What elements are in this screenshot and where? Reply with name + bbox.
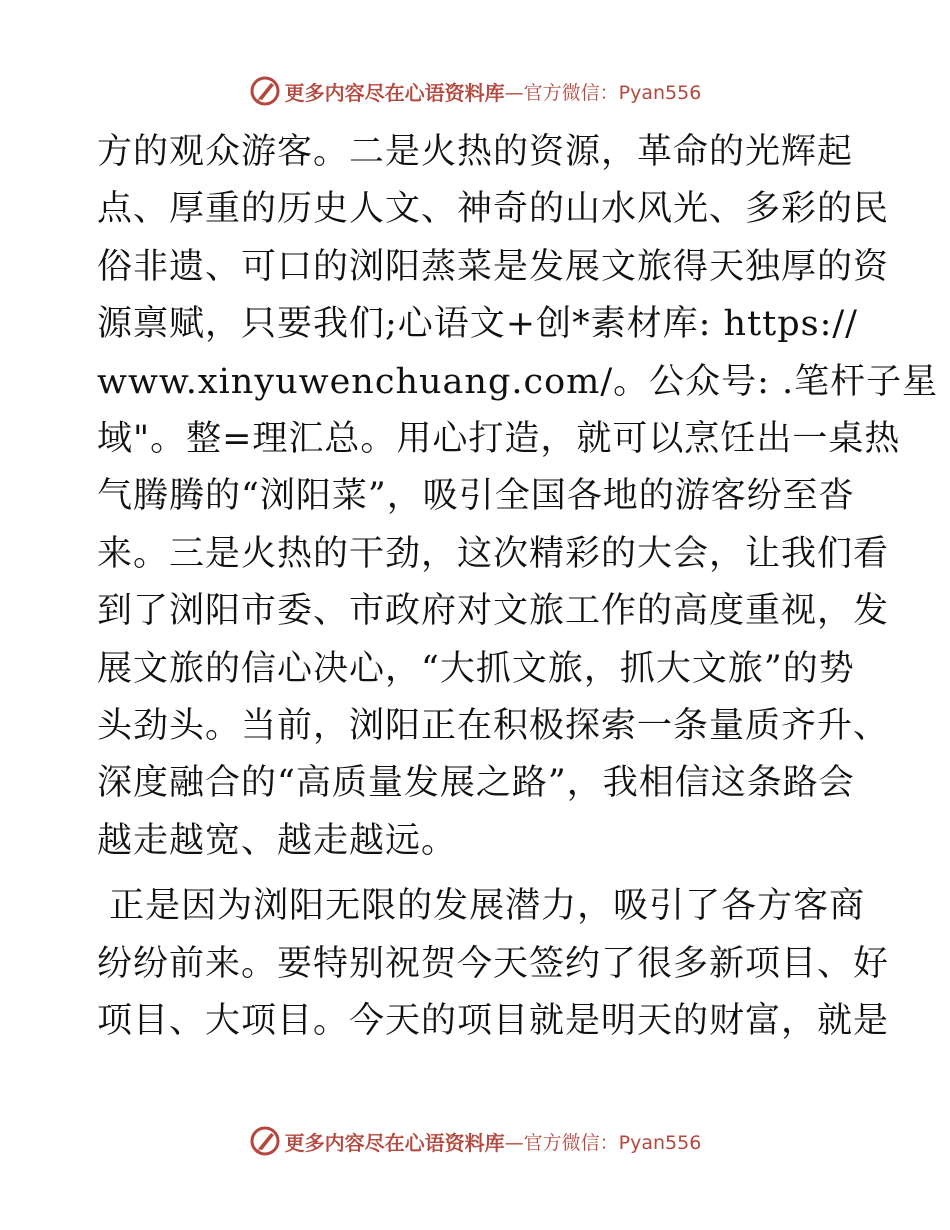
text-line: 展文旅的信心决心，“大抓文旅，抓大文旅”的势 [97,648,855,689]
footer-banner-wechat: —官方微信：Pyan556 [504,1131,702,1154]
text-line: 纷纷前来。要特别祝贺今天签约了很多新项目、好 [97,943,890,984]
header-banner-title: 更多内容尽在心语资料库 [284,80,505,105]
text-line: 域"。整=理汇总。用心打造，就可以烹饪出一桌热 [97,419,901,460]
text-line: 方的观众游客。二是火热的资源，革命的光辉起 [97,132,854,172]
text-line: www.xinyuwenchuang.com/。公众号: .笔杆子星 [97,361,939,402]
paragraph-1 [97,124,939,870]
footer-banner-title: 更多内容尽在心语资料库 [284,1130,505,1155]
paragraph-2 [97,878,890,1050]
text-line: 气腾腾的“浏阳菜”，吸引全国各地的游客纷至沓 [97,476,855,517]
text-line: 到了浏阳市委、市政府对文旅工作的高度重视，发 [97,591,890,632]
text-line: 项目、大项目。今天的项目就是明天的财富，就是 [97,1001,890,1042]
footer-banner [0,1119,950,1163]
header-banner-wechat: —官方微信：Pyan556 [504,81,702,104]
text-line: 越走越宽、越走越远。 [97,820,458,861]
text-line: 来。三是火热的干劲，这次精彩的大会，让我们看 [97,533,890,574]
text-line: 源禀赋，只要我们;心语文+创*素材库: https:// [97,304,858,345]
quill-pen-logo-icon [249,1125,281,1157]
text-line: 正是因为浏阳无限的发展潜力，吸引了各方客商 [97,886,866,927]
document-body [97,124,939,1051]
text-line: 深度融合的“高质量发展之路”，我相信这条路会 [97,763,855,804]
quill-pen-logo-icon [249,75,281,107]
text-line: 头劲头。当前，浏阳正在积极探索一条量质齐升、 [97,706,890,747]
text-line: 俗非遗、可口的浏阳蒸菜是发展文旅得天独厚的资 [97,246,890,287]
text-line: 点、厚重的历史人文、神奇的山水风光、多彩的民 [97,189,890,230]
header-banner [0,69,950,113]
